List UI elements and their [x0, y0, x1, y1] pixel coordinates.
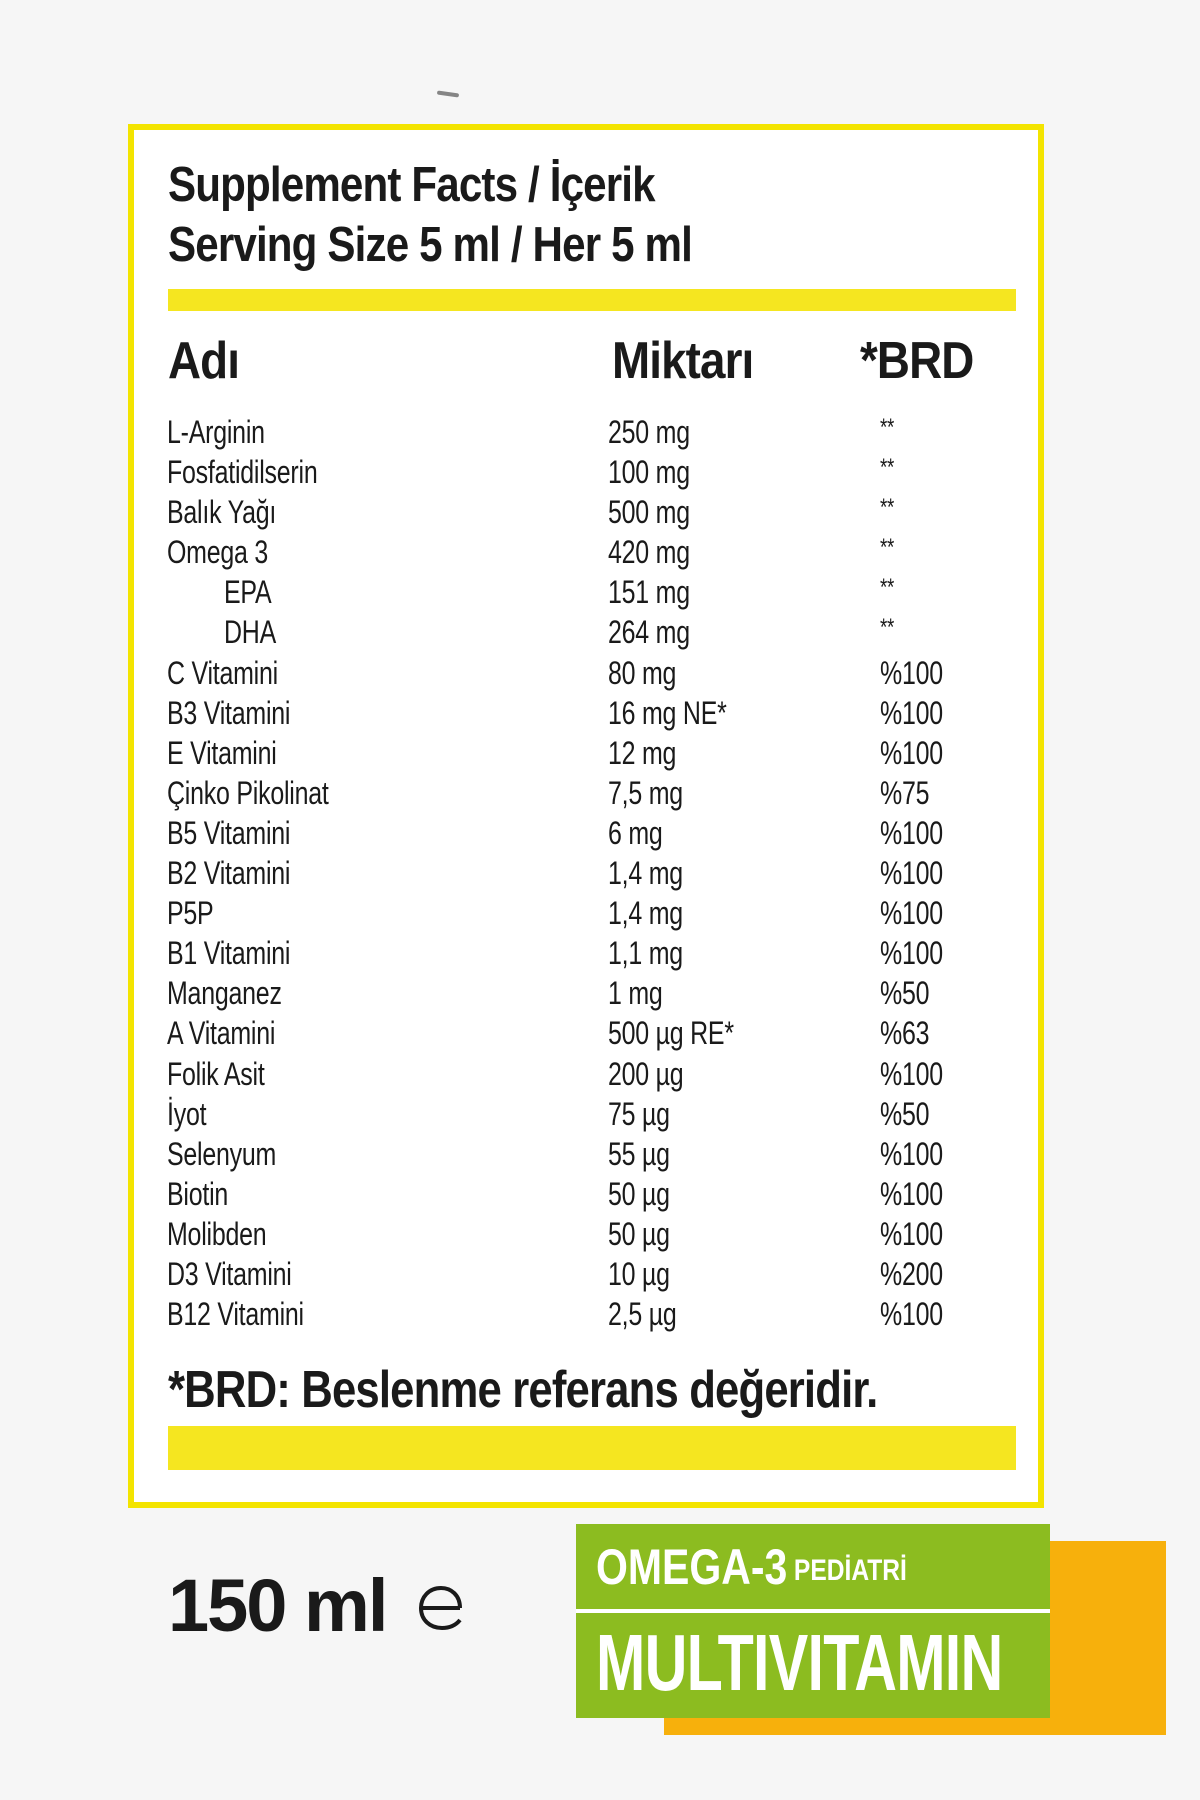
ingredient-amount: 1,4 mg [608, 895, 683, 932]
ingredient-amount: 50 µg [608, 1175, 670, 1212]
ingredient-amount: 500 µg RE* [608, 1015, 734, 1052]
ingredient-amount: 12 mg [608, 734, 677, 771]
ingredient-amount: 55 µg [608, 1135, 670, 1172]
ingredient-name: P5P [167, 895, 214, 932]
table-row [0, 1013, 1200, 1053]
title-line-1: Supplement Facts / İçerik [168, 158, 655, 212]
table-row [0, 532, 1200, 572]
ingredient-name: Biotin [167, 1175, 229, 1212]
ingredient-name: D3 Vitamini [167, 1255, 292, 1292]
ingredient-brd: %100 [880, 855, 943, 892]
ingredient-amount: 75 µg [608, 1095, 670, 1132]
e-mark-icon [416, 1583, 464, 1633]
facts-title [168, 155, 692, 275]
ingredient-name: Fosfatidilserin [167, 454, 318, 491]
table-row [0, 492, 1200, 532]
table-row [0, 1294, 1200, 1334]
ingredient-brd: ** [880, 574, 895, 602]
ingredient-name: DHA [224, 614, 277, 651]
ingredient-amount: 1 mg [608, 975, 663, 1012]
ingredient-name: B1 Vitamini [167, 935, 291, 972]
table-row [0, 653, 1200, 693]
ingredient-brd: %200 [880, 1255, 943, 1292]
table-row [0, 1094, 1200, 1134]
ingredient-amount: 420 mg [608, 534, 690, 571]
column-header-name: Adı [168, 332, 240, 390]
ingredient-brd: %100 [880, 1055, 943, 1092]
title-line-2: Serving Size 5 ml / Her 5 ml [168, 218, 692, 272]
ingredient-brd: ** [880, 534, 895, 562]
ingredient-amount: 7,5 mg [608, 774, 683, 811]
ingredient-name: Omega 3 [167, 534, 269, 571]
ingredient-amount: 10 µg [608, 1255, 670, 1292]
ingredient-amount: 100 mg [608, 454, 690, 491]
table-row [0, 572, 1200, 612]
ingredient-amount: 151 mg [608, 574, 690, 611]
ingredient-name: L-Arginin [167, 414, 265, 450]
ingredient-amount: 200 µg [608, 1055, 684, 1092]
column-header-brd: *BRD [860, 332, 974, 390]
ingredient-brd: %75 [880, 774, 930, 811]
ingredient-brd: %100 [880, 1135, 943, 1172]
ingredient-name: Folik Asit [167, 1055, 265, 1092]
ingredient-name: Selenyum [167, 1135, 277, 1172]
ingredient-amount: 1,1 mg [608, 935, 683, 972]
ingredient-name: E Vitamini [167, 734, 277, 771]
table-row [0, 1254, 1200, 1294]
column-header-amount: Miktarı [612, 332, 754, 390]
ingredient-brd: ** [880, 414, 895, 441]
ingredient-amount: 80 mg [608, 654, 677, 691]
table-row [0, 1174, 1200, 1214]
ingredient-brd: ** [880, 614, 895, 642]
table-row [0, 693, 1200, 733]
ingredient-brd: %63 [880, 1015, 930, 1052]
ingredient-brd: %100 [880, 1215, 943, 1252]
table-row [0, 813, 1200, 853]
ingredient-name: Çinko Pikolinat [167, 774, 329, 811]
ingredient-brd: ** [880, 454, 895, 482]
ingredient-brd: %50 [880, 1095, 930, 1132]
ingredient-name: B2 Vitamini [167, 855, 291, 892]
ingredient-name: A Vitamini [167, 1015, 276, 1052]
ingredient-brd: ** [880, 494, 895, 522]
ingredient-name: C Vitamini [167, 654, 278, 691]
ingredient-amount: 250 mg [608, 414, 690, 450]
ingredient-name: EPA [224, 574, 272, 611]
product-pediatri-label: PEDİATRİ [793, 1554, 907, 1587]
table-row [0, 773, 1200, 813]
product-line-1 [596, 1536, 907, 1598]
ingredient-amount: 264 mg [608, 614, 690, 651]
table-row [0, 733, 1200, 773]
table-row [0, 933, 1200, 973]
bottom-yellow-bar [168, 1426, 1016, 1470]
ingredient-name: B12 Vitamini [167, 1296, 304, 1333]
ingredient-name: Manganez [167, 975, 282, 1012]
table-row [0, 973, 1200, 1013]
table-row [0, 853, 1200, 893]
ingredient-name: İyot [167, 1095, 207, 1132]
ingredient-brd: %100 [880, 654, 943, 691]
volume-label: 150 ml [168, 1564, 387, 1647]
ingredient-name: Balık Yağı [167, 494, 277, 531]
ingredient-brd: %100 [880, 1175, 943, 1212]
table-row [0, 412, 1200, 452]
ingredient-brd: %100 [880, 814, 943, 851]
ingredient-amount: 16 mg NE* [608, 694, 727, 731]
ingredient-brd: %100 [880, 895, 943, 932]
product-multivitamin-label: MULTIVITAMIN [596, 1618, 1003, 1707]
table-row [0, 893, 1200, 933]
ingredient-name: Molibden [167, 1215, 267, 1252]
ingredient-table [0, 412, 1200, 1334]
badge-divider [576, 1609, 1050, 1613]
ingredient-amount: 50 µg [608, 1215, 670, 1252]
table-row [0, 452, 1200, 492]
ingredient-brd: %100 [880, 935, 943, 972]
ingredient-amount: 1,4 mg [608, 855, 683, 892]
ingredient-name: B3 Vitamini [167, 694, 291, 731]
ingredient-brd: %100 [880, 694, 943, 731]
ingredient-brd: %100 [880, 1296, 943, 1333]
table-row [0, 612, 1200, 652]
product-omega-label: OMEGA-3 [596, 1539, 788, 1595]
table-row [0, 1134, 1200, 1174]
ingredient-name: B5 Vitamini [167, 814, 291, 851]
ingredient-brd: %50 [880, 975, 930, 1012]
ingredient-amount: 6 mg [608, 814, 663, 851]
ingredient-brd: %100 [880, 734, 943, 771]
top-yellow-bar [168, 289, 1016, 311]
brd-footnote: *BRD: Beslenme referans değeridir. [168, 1361, 878, 1419]
ingredient-amount: 500 mg [608, 494, 690, 531]
table-row [0, 1054, 1200, 1094]
ingredient-amount: 2,5 µg [608, 1296, 677, 1333]
top-print-mark [437, 90, 459, 97]
table-row [0, 1214, 1200, 1254]
